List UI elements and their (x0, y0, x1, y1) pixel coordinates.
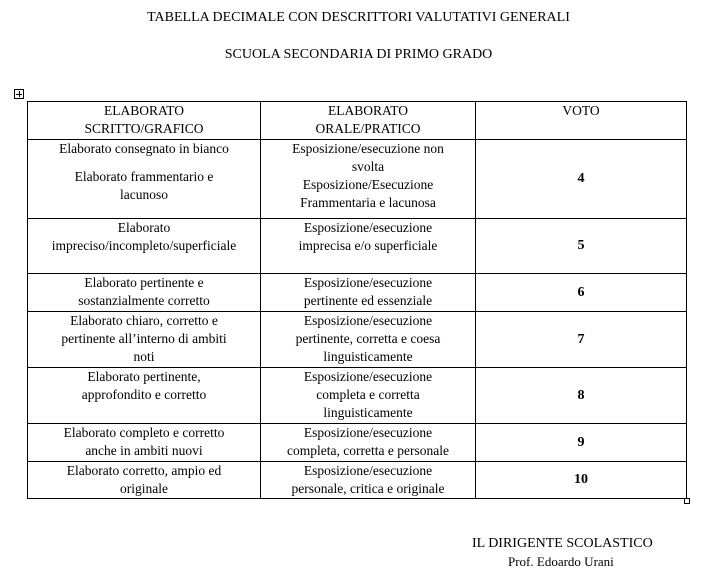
written-descriptor (28, 462, 261, 499)
cell-line: pertinente ed essenziale (303, 293, 433, 308)
table-resize-handle-icon[interactable] (684, 498, 690, 504)
cell-line: svolta (351, 159, 385, 174)
cell-line: personale, critica e originale (291, 481, 445, 496)
cell-line: Elaborato pertinente, (87, 369, 201, 384)
oral-descriptor (261, 462, 476, 499)
cell-line: pertinente, corretta e coesa (295, 331, 441, 346)
cell-line: linguisticamente (323, 405, 413, 420)
cell-gap (31, 158, 257, 168)
written-descriptor (28, 274, 261, 312)
vote-cell: 9 (476, 424, 687, 462)
vote-cell: 6 (476, 274, 687, 312)
cell-line: Esposizione/esecuzione (303, 220, 433, 235)
cell-line: lacunoso (120, 187, 168, 202)
cell-line: Esposizione/esecuzione non (292, 141, 444, 156)
oral-descriptor (261, 424, 476, 462)
table-row (28, 312, 687, 368)
cell-line: completa e corretta (316, 387, 420, 402)
cell-line: Elaborato (117, 220, 171, 235)
vote-cell: 10 (476, 462, 687, 499)
cell-line: Esposizione/esecuzione (303, 463, 433, 478)
table-move-handle-icon[interactable] (14, 89, 24, 99)
header-oral-line: ORALE/PRATICO (315, 121, 421, 136)
cell-line: linguisticamente (323, 349, 413, 364)
cell-line: Elaborato consegnato in bianco (59, 141, 229, 156)
header-written-line: SCRITTO/GRAFICO (84, 121, 204, 136)
header-written-line: ELABORATO (103, 103, 184, 118)
cell-line: Elaborato corretto, ampio ed (66, 463, 222, 478)
header-oral (261, 102, 476, 140)
table-row (28, 462, 687, 499)
cell-line: pertinente all’interno di ambiti (61, 331, 227, 346)
vote-cell: 5 (476, 219, 687, 274)
cell-line: sostanzialmente corretto (78, 293, 210, 308)
cell-line: completa, corretta e personale (287, 443, 449, 458)
cell-line: Esposizione/esecuzione (303, 425, 433, 440)
header-oral-line: ELABORATO (327, 103, 408, 118)
grading-table (27, 101, 687, 499)
header-vote: VOTO (476, 102, 687, 140)
oral-descriptor (261, 274, 476, 312)
vote-cell: 8 (476, 368, 687, 424)
cell-line: originale (120, 481, 168, 496)
cell-line: noti (133, 349, 155, 364)
oral-descriptor (261, 368, 476, 424)
cell-line: Elaborato chiaro, corretto e (70, 313, 218, 328)
cell-line: Elaborato pertinente e (84, 275, 204, 290)
cell-line: Esposizione/esecuzione (303, 369, 433, 384)
written-descriptor (28, 368, 261, 424)
written-descriptor (28, 219, 261, 274)
cell-line: Esposizione/esecuzione (303, 313, 433, 328)
signature-role: IL DIRIGENTE SCOLASTICO (472, 536, 653, 551)
table-row (28, 140, 687, 219)
document-subtitle: SCUOLA SECONDARIA DI PRIMO GRADO (224, 47, 493, 62)
written-descriptor (28, 312, 261, 368)
table-header-row (28, 102, 687, 140)
cell-line: anche in ambiti nuovi (85, 443, 203, 458)
table-row (28, 274, 687, 312)
oral-descriptor (261, 312, 476, 368)
vote-cell: 7 (476, 312, 687, 368)
vote-cell: 4 (476, 140, 687, 219)
written-descriptor (28, 140, 261, 219)
oral-descriptor (261, 140, 476, 219)
table-row (28, 219, 687, 274)
cell-line: Esposizione/Esecuzione (302, 177, 434, 192)
table-row (28, 368, 687, 424)
document-title: TABELLA DECIMALE CON DESCRITTORI VALUTATIVI GENERALI (147, 10, 570, 25)
cell-line: impreciso/incompleto/superficiale (51, 238, 237, 253)
written-descriptor (28, 424, 261, 462)
oral-descriptor (261, 219, 476, 274)
cell-line: Frammentaria e lacunosa (300, 195, 436, 210)
cell-line: imprecisa e/o superficiale (298, 238, 438, 253)
header-written (28, 102, 261, 140)
cell-line: Elaborato completo e corretto (63, 425, 225, 440)
signature-name: Prof. Edoardo Urani (508, 554, 614, 569)
cell-line: Esposizione/esecuzione (303, 275, 433, 290)
cell-line: approfondito e corretto (81, 387, 207, 402)
cell-line: Elaborato frammentario e (74, 169, 214, 184)
table-row (28, 424, 687, 462)
